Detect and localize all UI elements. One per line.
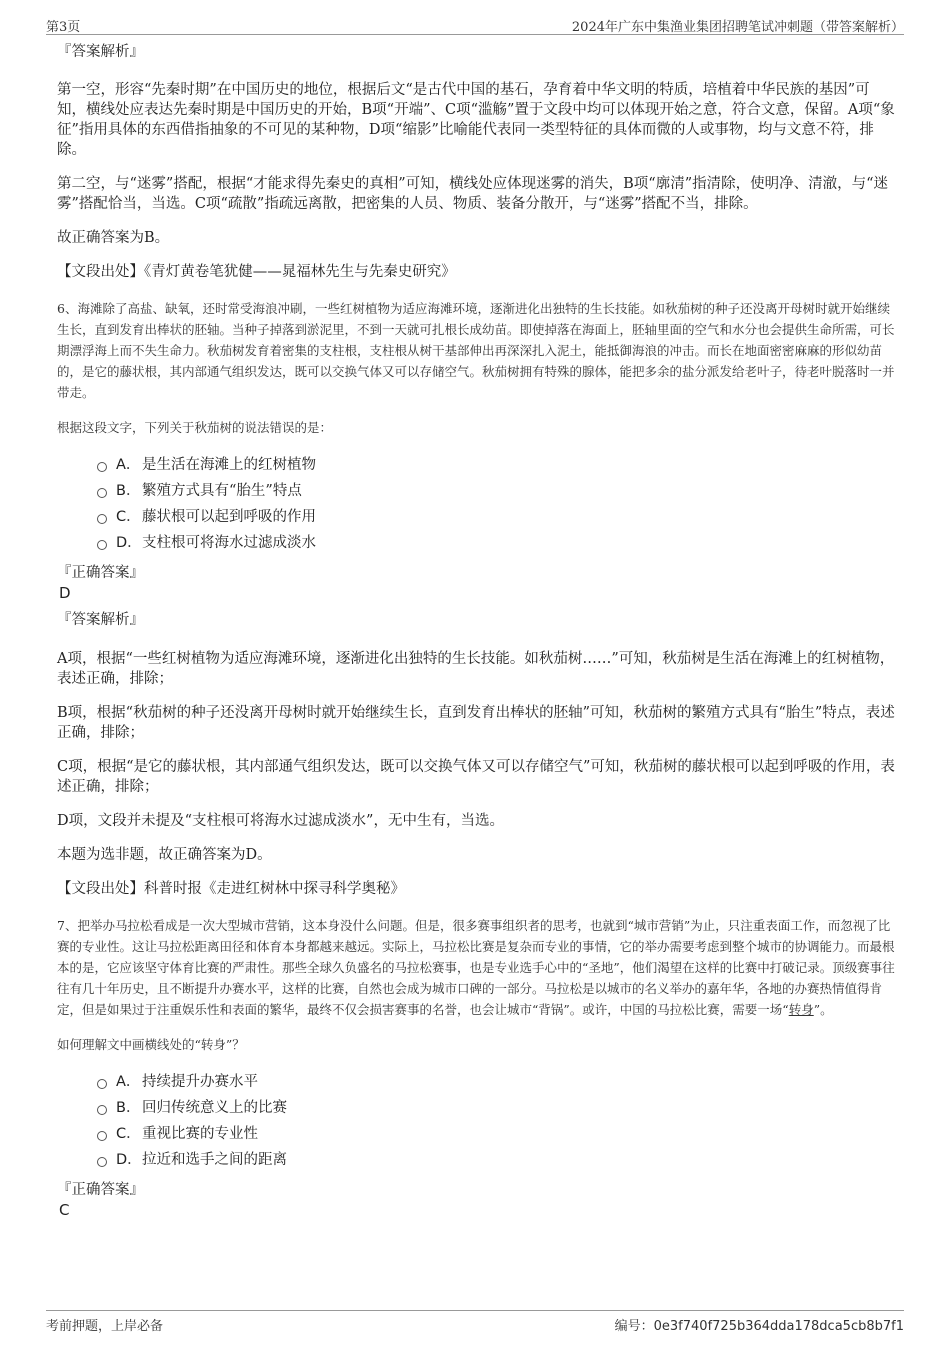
radio-button-icon[interactable] [97,488,107,498]
q6-passage: 6、海滩除了高盐、缺氧，还时常受海浪冲刷，一些红树植物为适应海滩环境，逐渐进化出独特的生长技能。如秋茄树的种子还没离开母树时就开始继续生长，直到发育出棒状的胚轴。当种子掉落到淤泥里，不到一天就可扎根长成幼苗。即使掉落在海面上，胚轴里面的空气和水分也会提供生命所需，可长期漂浮海上而不失生命力。秋茄树发育着密集的支柱根，支柱根从树干基部伸出再深深扎入泥土，能抵御海浪的冲击。而长在地面密密麻麻的形似幼苗的，是它的藤状根，其内部通气组织发达，既可以交换气体又可以存储空气。秋茄树拥有特殊的腺体，能把多余的盐分派发给老叶子，待老叶脱落时一并带走。 [57,301,895,400]
page-header [46,14,904,35]
q6-option-a[interactable] [97,452,895,478]
option-text: 是生活在海滩上的红树植物 [142,457,316,473]
q6-answer: D [59,584,71,602]
q6-options [97,452,895,556]
q6-option-d[interactable] [97,530,895,556]
q7-option-a[interactable] [97,1069,895,1095]
radio-button-icon[interactable] [97,1131,107,1141]
option-text: 藤状根可以起到呼吸的作用 [142,509,316,525]
radio-button-icon[interactable] [97,1105,107,1115]
q5-source: 【文段出处】《青灯黄卷笔犹健——晁福林先生与先秦史研究》 [57,264,456,280]
option-key: B． [116,483,141,499]
q6-option-b[interactable] [97,478,895,504]
radio-button-icon[interactable] [97,1157,107,1167]
q6-analysis-c: C项，根据“是它的藤状根，其内部通气组织发达，既可以交换气体又可以存储空气”可知，秋茄树的藤状根可以起到呼吸的作用，表述正确，排除； [57,759,895,795]
option-text: 持续提升办赛水平 [142,1074,258,1090]
option-key: B． [116,1100,141,1116]
q5-analysis-para-2: 第二空，与“迷雾”搭配，根据“才能求得先秦史的真相”可知，横线处应体现迷雾的消失，B项“廓清”指清除，使明净、清澈，与“迷雾”搭配恰当，当选。C项“疏散”指疏远离散，把密集的人员、物质、装备分散开，与“迷雾”搭配不当，排除。 [57,176,889,212]
page-footer [46,1310,904,1334]
option-key: C． [116,1126,141,1142]
q7-option-c[interactable] [97,1121,895,1147]
q6-analysis-label: 『答案解析』 [57,612,144,628]
q6-question: 根据这段文字，下列关于秋茄树的说法错误的是： [57,420,333,435]
q7-passage-end: ”。 [813,1002,833,1017]
q7-option-b[interactable] [97,1095,895,1121]
q7-passage [57,915,895,1020]
q6-source: 【文段出处】科普时报《走进红树林中探寻科学奥秘》 [57,881,405,897]
q5-analysis-label: 『答案解析』 [57,44,144,60]
page-content [57,42,895,1226]
option-key: A． [116,1074,141,1090]
page-number: 第3页 [46,20,81,35]
q7-underlined-word: 转身 [788,1002,814,1017]
document-id-value: 0e3f740f725b364dda178dca5cb8b7f1 [653,1319,904,1334]
q6-option-c[interactable] [97,504,895,530]
q6-analysis-b: B项，根据“秋茄树的种子还没离开母树时就开始继续生长，直到发育出棒状的胚轴”可知，秋茄树的繁殖方式具有“胎生”特点，表述正确，排除； [57,705,895,741]
option-text: 拉近和选手之间的距离 [142,1152,287,1168]
q6-conclusion: 本题为选非题，故正确答案为D。 [57,847,272,863]
document-id-label: 编号： [614,1319,654,1334]
option-text: 支柱根可将海水过滤成淡水 [142,535,316,551]
option-key: A． [116,457,141,473]
document-title: 2024年广东中集渔业集团招聘笔试冲刺题（带答案解析） [571,20,904,35]
q7-options [97,1069,895,1173]
footer-slogan: 考前押题，上岸必备 [46,1319,164,1334]
q7-passage-text: 7、把举办马拉松看成是一次大型城市营销，这本身没什么问题。但是，很多赛事组织者的思考，也就到“城市营销”为止，只注重表面工作，而忽视了比赛的专业性。这让马拉松距离田径和体育本身都越来越远。实际上，马拉松比赛是复杂而专业的事情，它的举办需要考虑到整个城市的协调能力。而最根本的是，它应该坚守体育比赛的严肃性。那些全球久负盛名的马拉松赛事，也是专业选手心中的“圣地”，他们渴望在这样的比赛中打破记录。顶级赛事往往有几十年历史，且不断提升办赛水平，这样的比赛，自然也会成为城市口碑的一部分。马拉松是以城市的名义举办的嘉年华，各地的办赛热情值得肯定，但是如果过于注重娱乐性和表面的繁华，最终不仅会损害赛事的名誉，也会让城市“背锅”。或许，中国的马拉松比赛，需要一场“ [57,918,895,1017]
q6-analysis-a: A项，根据“一些红树植物为适应海滩环境，逐渐进化出独特的生长技能。如秋茄树……”可知，秋茄树是生活在海滩上的红树植物，表述正确，排除； [57,651,895,687]
option-key: C． [116,509,141,525]
q6-analysis-d: D项，文段并未提及“支柱根可将海水过滤成淡水”，无中生有，当选。 [57,813,504,829]
q7-answer-label: 『正确答案』 [57,1182,144,1198]
q7-answer: C [59,1201,70,1219]
radio-button-icon[interactable] [97,1079,107,1089]
q6-answer-label: 『正确答案』 [57,565,144,581]
option-key: D． [116,1152,142,1168]
option-text: 回归传统意义上的比赛 [142,1100,287,1116]
radio-button-icon[interactable] [97,540,107,550]
option-key: D． [116,535,142,551]
q7-option-d[interactable] [97,1147,895,1173]
q5-conclusion: 故正确答案为B。 [57,230,170,246]
option-text: 繁殖方式具有“胎生”特点 [142,483,302,499]
q7-question: 如何理解文中画横线处的“转身”？ [57,1037,245,1052]
radio-button-icon[interactable] [97,462,107,472]
document-id [615,1315,904,1334]
radio-button-icon[interactable] [97,514,107,524]
option-text: 重视比赛的专业性 [142,1126,258,1142]
q5-analysis-para-1: 第一空，形容“先秦时期”在中国历史的地位，根据后文“是古代中国的基石，孕育着中华文明的特质，培植着中华民族的基因”可知，横线处应表达先秦时期是中国历史的开始，B项“开端”、C项“滥觞”置于文段中均可以体现开始之意，符合文意，保留。A项“象征”指用具体的东西借指抽象的不可见的某种物，D项“缩影”比喻能代表同一类型特征的具体而微的人或事物，均与文意不符，排除。 [57,82,895,158]
